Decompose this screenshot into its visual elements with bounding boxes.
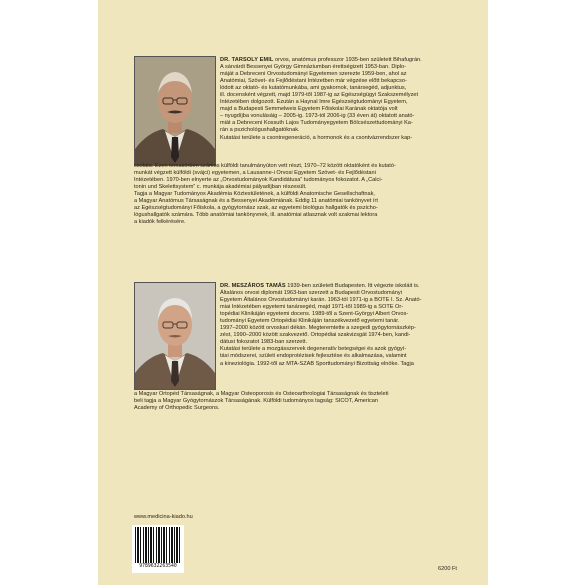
author1-line-3: Anatómiai, Szövet- és Fejlődéstani Intézetben már végzése előtt bekapcso- — [220, 78, 407, 85]
isbn-barcode — [132, 525, 184, 573]
author1-name: DR. TARSOLY EMIL — [220, 57, 274, 63]
author2-line-3: miai Intézetében egyetemi tanársegéd, majd 1971-től 1989-ig a SOTE Or- — [220, 304, 404, 311]
barcode-bars — [135, 527, 181, 563]
author1-line-9: miát a Debreceni Kossuth Lajos Tudományegyetem Bölcsészettudományi Ka- — [220, 120, 413, 127]
author1-line-1: A sárvárdi Bessenyei György Gimnáziumban érettségizett 1953-ban. Diplo- — [220, 64, 406, 71]
author2-line-2: Egyetem Általános Orvostudományi karán. 1963-tól 1971-ig a BOTE I. Sz. Anató- — [220, 297, 422, 304]
author1-line-0: DR. TARSOLY EMIL orvos, anatómus professzor 1935-ben született Bihafugrán. — [220, 57, 422, 63]
author1-line-17: a Magyar Anatómus Társaságnak és a Bessenyei Akadémiának. Eddig 11 anatómiai tankönyvet írt — [134, 198, 378, 205]
author1-line-11: Kutatási területe a csontregeneráció, a hormonok és a csontvázrendszer kap- — [220, 134, 413, 141]
author1-line-12: csolata. Ezen témakörben számos külföldi tanulmányúton vett részt, 1970–72 között oktatóként és kutató- — [134, 163, 396, 169]
price-label: 6200 Ft — [438, 566, 457, 572]
author1-line-7: majd a Budapesti Semmelweis Egyetem Főiskolai Karának oktatója volt — [220, 106, 398, 113]
author1-bio-continued — [134, 141, 478, 226]
author2-line-8: dátusi fokozatot 1983-ban szerzett. — [220, 339, 308, 346]
author1-line-4: lódott az oktató- és kutatómunkába, ami gyakornok, tanársegéd, adjunktus, — [220, 85, 407, 92]
author2-line-13: beli tagja a Magyar Gyógytornászok Társaságának. Külföldi tudományos tagság: SICOT, American — [134, 398, 378, 405]
author1-line-18: az Egészségtudományi Főiskola, a gyógytornász szak, az egyetemi biológus hallgatók és pszicho- — [134, 205, 378, 212]
author2-line-14: Academy of Orthopedic Surgeons. — [134, 405, 220, 412]
author2-line-7: zést, 1990–2000 között szakvezető. Ortopédiai szakvizsgát 1974-ben, kandi- — [220, 332, 411, 339]
book-back-cover — [98, 0, 488, 585]
author2-line-11: a kineziológia. 1992-től az MTA-SZAB Sporttudományi Bizottság elnöke. Tagja — [220, 360, 414, 367]
author2-line-4: topédiai Klinikáján egyetemi docens. 1989-től a Szent-Györgyi Albert Orvos- — [220, 311, 409, 318]
publisher-website: www.medicina-kiado.hu — [134, 514, 193, 520]
author2-line-6: 1997–2000 között orvoskari dékán. Megteremtette a szegedi gyógytornászkép- — [220, 325, 416, 332]
author1-line-13: munkát végzett külföldi (svájci) egyetemen, a Lausanne-i Orvosi Egyetem Szövet- és Fejlődéstani — [134, 170, 376, 177]
author2-line-5: tudományi Egyetem Ortopédiai Klinikáján tanszékvezető egyetemi tanár. — [220, 318, 400, 325]
author1-line-19: lógushallgatók számára. Több anatómiai tankönyvnek, ill. anatómiai atlasznak volt szakmai lektora — [134, 212, 378, 219]
author1-line-8: – nyugdíjba vonulásáig – 2005-ig. 1973-tól 2006-ig (33 éven át) oktatott anató- — [220, 113, 415, 120]
author2-line-1: Általános orvosi diplomát 1963-ban szerzett a Budapesti Orvostudományi — [220, 290, 402, 297]
author2-line-9: Kutatási területe a mozgásszervek degeneratív betegségei és azok gyógyí- — [220, 346, 407, 353]
author2-line-10: tási módszerei, születi endoprotézisek fejlesztése és alkalmazása, valamint — [220, 353, 407, 360]
author1-line-2: máját a Debreceni Orvostudományi Egyetemen szerezte 1959-ben, ahol az — [220, 71, 407, 78]
author1-line-6: Intézetében dolgozott. Ezután a Haynal Imre Egészségtudományi Egyetem, — [220, 99, 408, 106]
author1-line-10: rán a pszichológushallgatóknak. — [220, 127, 300, 134]
author1-line-5: ill. docensként végzett, majd 1979-től 1987-ig az Egészségügyi Szakszemélyzet — [220, 92, 419, 99]
author2-bio — [220, 283, 478, 368]
author2-line-12: a Magyar Ortopéd Társaságnak, a Magyar Osteoporosis és Osteoarthrologiai Társaságnak és tiszteleti — [134, 391, 389, 397]
author1-line-16: Tagja a Magyar Tudományos Akadémia Köztestületének, a külföldi Anatomische Gesellschaftnak, — [134, 191, 375, 198]
author1-line-14: Intézetében. 1970-ben elnyerte az „Orvostudományok Kandidátusa” tudományos fokozatot. A „Calci- — [134, 177, 383, 184]
author2-bio-continued — [134, 369, 478, 412]
author1-line-20: a kiadók felkérésére. — [134, 219, 186, 226]
barcode-number: 9789632263540 — [139, 564, 177, 569]
author1-bio — [220, 57, 478, 142]
author2-name: DR. MESZÁROS TAMÁS — [220, 283, 286, 289]
author2-line-0: DR. MESZÁROS TAMÁS 1939-ben született Budapesten. Itt végezte iskoláit is. — [220, 283, 420, 289]
author1-line-15: tonin und Skelettsystem” c. munkája akadémiai pályadíjban részesült. — [134, 184, 307, 191]
